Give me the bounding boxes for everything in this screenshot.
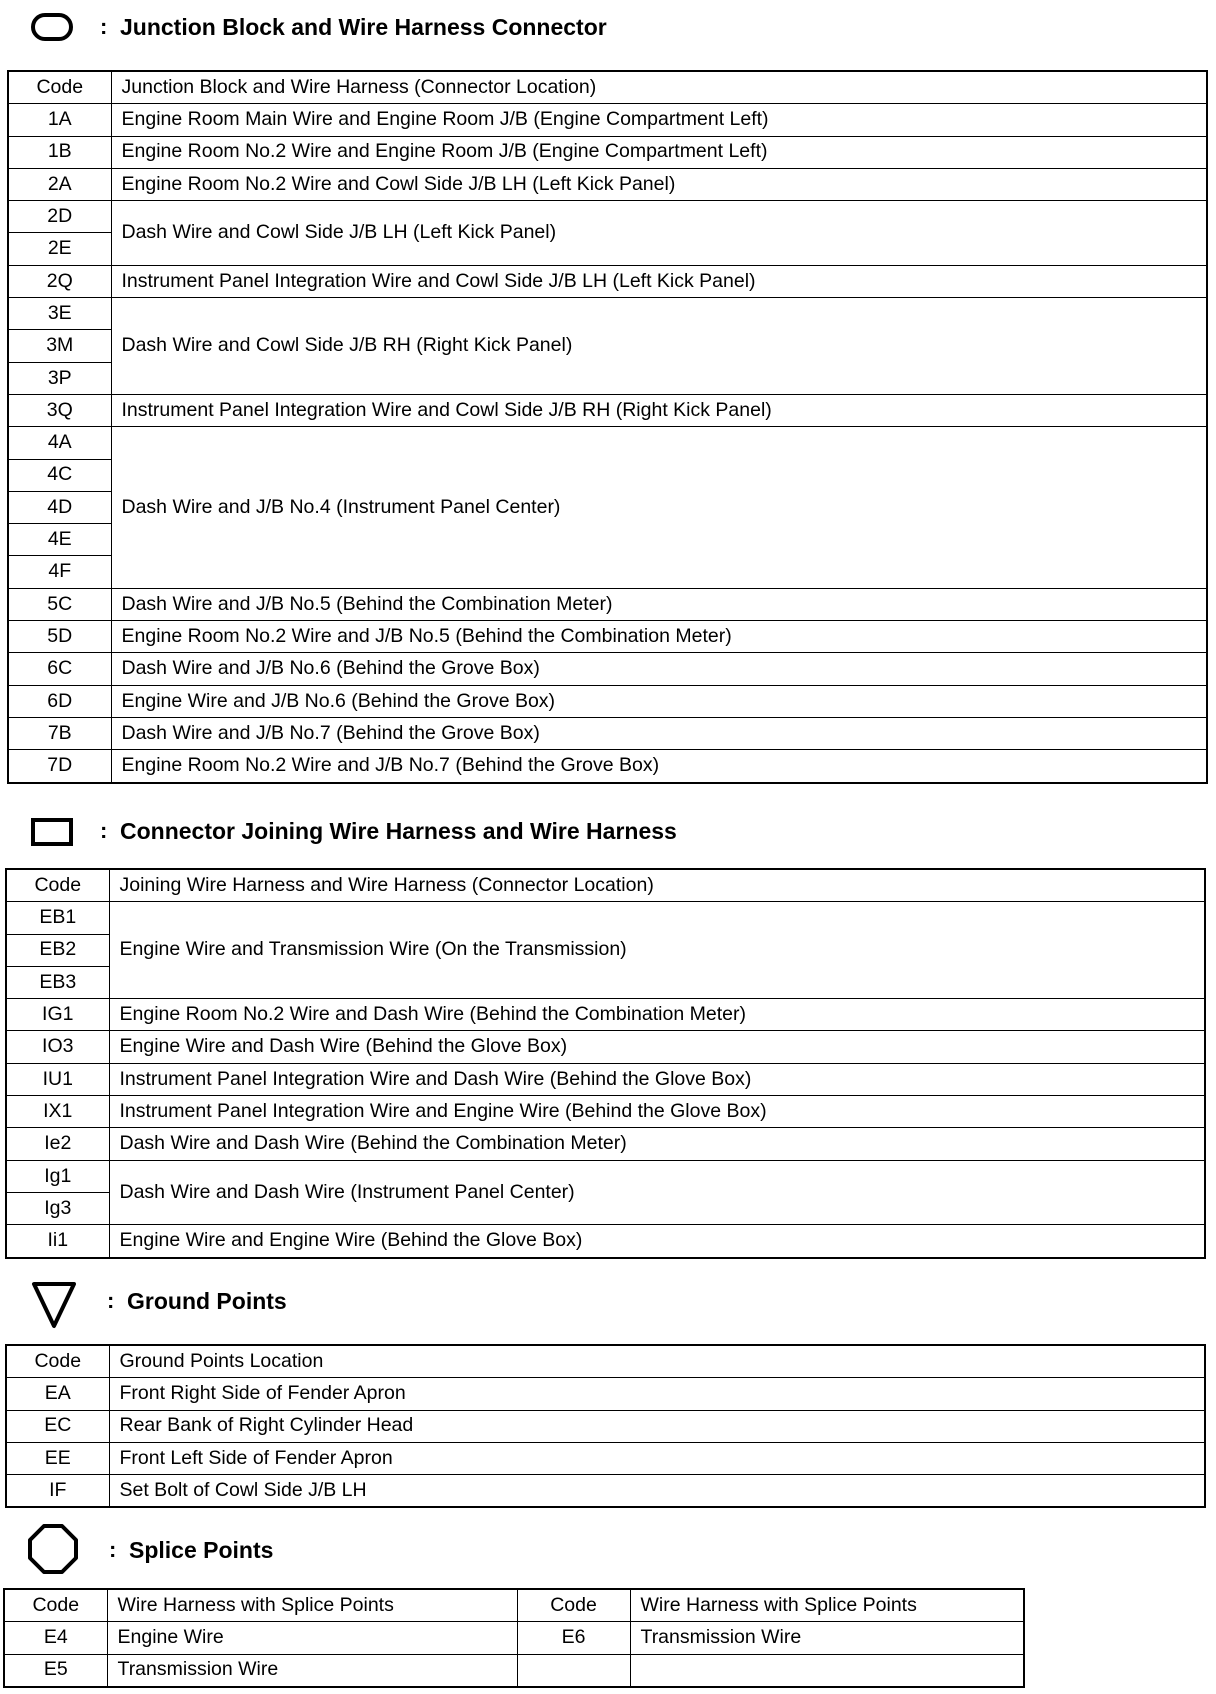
colon: : [107,1288,115,1313]
description-cell: Dash Wire and J/B No.6 (Behind the Grove Box) [111,653,1207,685]
description-cell: Transmission Wire [630,1622,1024,1654]
description-header: Wire Harness with Splice Points [630,1589,1024,1622]
description-cell: Dash Wire and J/B No.7 (Behind the Grove Box) [111,717,1207,749]
table-header-row [4,1589,1024,1622]
code-cell: 3P [8,362,111,394]
description-cell: Front Right Side of Fender Apron [109,1378,1205,1410]
code-cell: 2A [8,168,111,200]
code-cell: 1B [8,136,111,168]
code-cell: 2Q [8,265,111,297]
code-cell: E5 [4,1654,107,1687]
code-cell: EA [6,1378,109,1410]
description-cell: Transmission Wire [107,1654,517,1687]
section-header-junction-block [30,10,930,50]
description-cell: Dash Wire and J/B No.5 (Behind the Combination Meter) [111,588,1207,620]
table-row [8,298,1207,330]
table-row [8,136,1207,168]
description-cell: Dash Wire and Dash Wire (Instrument Panel Center) [109,1160,1205,1225]
table-row [6,1063,1205,1095]
table-row [8,653,1207,685]
description-cell: Engine Wire and Engine Wire (Behind the Glove Box) [109,1225,1205,1258]
table-row [8,394,1207,426]
description-cell: Instrument Panel Integration Wire and Cowl Side J/B RH (Right Kick Panel) [111,394,1207,426]
rectangle-icon [30,814,74,848]
description-cell [630,1654,1024,1687]
section-header-splice [27,1523,927,1583]
code-cell: 5C [8,588,111,620]
table-row [6,1031,1205,1063]
code-cell: 4F [8,556,111,588]
junction-block-table [7,70,1208,784]
code-cell [517,1654,630,1687]
description-cell: Instrument Panel Integration Wire and Engine Wire (Behind the Glove Box) [109,1096,1205,1128]
description-cell: Engine Wire and Dash Wire (Behind the Glove Box) [109,1031,1205,1063]
code-cell: 7B [8,717,111,749]
code-header: Code [8,71,111,104]
code-cell: 6D [8,685,111,717]
table-row [6,1225,1205,1258]
code-cell: E6 [517,1622,630,1654]
description-cell: Engine Wire and J/B No.6 (Behind the Grove Box) [111,685,1207,717]
section-title: Splice Points [129,1537,274,1563]
description-cell: Dash Wire and Dash Wire (Behind the Combination Meter) [109,1128,1205,1160]
code-cell: 3E [8,298,111,330]
table-row [6,1410,1205,1442]
table-row [6,1442,1205,1474]
connector-table [5,868,1206,1259]
code-cell: 3M [8,330,111,362]
code-cell: IG1 [6,999,109,1031]
colon: : [109,1537,117,1562]
table-row [6,1160,1205,1192]
table-row [8,201,1207,233]
description-cell: Dash Wire and Cowl Side J/B LH (Left Kick Panel) [111,201,1207,266]
code-header: Code [4,1589,107,1622]
code-cell: 4E [8,524,111,556]
section-title: Junction Block and Wire Harness Connector [120,14,607,40]
section-header-connector [30,814,930,854]
code-cell: 7D [8,750,111,783]
description-cell: Dash Wire and J/B No.4 (Instrument Panel Center) [111,427,1207,588]
code-cell: 2E [8,233,111,265]
table-row [8,750,1207,783]
table-row [8,168,1207,200]
octagon-icon [27,1523,79,1575]
description-cell: Engine Room No.2 Wire and J/B No.7 (Behind the Grove Box) [111,750,1207,783]
section-title: Ground Points [127,1288,287,1314]
description-cell: Dash Wire and Cowl Side J/B RH (Right Kick Panel) [111,298,1207,395]
description-header: Junction Block and Wire Harness (Connector Location) [111,71,1207,104]
table-row [8,588,1207,620]
table-header-row [6,1345,1205,1378]
description-cell: Engine Room No.2 Wire and Cowl Side J/B LH (Left Kick Panel) [111,168,1207,200]
code-cell: 4A [8,427,111,459]
code-header: Code [6,1345,109,1378]
table-header-row [6,869,1205,902]
table-header-row [8,71,1207,104]
code-cell: EE [6,1442,109,1474]
description-cell: Engine Room Main Wire and Engine Room J/B (Engine Compartment Left) [111,104,1207,136]
table-row [6,999,1205,1031]
table-row [8,265,1207,297]
code-cell: IX1 [6,1096,109,1128]
code-cell: EB1 [6,902,109,934]
description-header: Joining Wire Harness and Wire Harness (Connector Location) [109,869,1205,902]
description-cell: Set Bolt of Cowl Side J/B LH [109,1475,1205,1508]
code-cell: 3Q [8,394,111,426]
splice-points-table [3,1588,1025,1688]
code-cell: 5D [8,621,111,653]
code-cell: IF [6,1475,109,1508]
code-cell: Ig1 [6,1160,109,1192]
code-header: Code [517,1589,630,1622]
table-row [8,104,1207,136]
table-row [6,1378,1205,1410]
table-row [6,902,1205,934]
code-cell: EB2 [6,934,109,966]
table-row [8,717,1207,749]
table-row [6,1096,1205,1128]
code-cell: Ie2 [6,1128,109,1160]
code-cell: 1A [8,104,111,136]
rounded-rectangle-icon [30,10,74,44]
table-row [8,685,1207,717]
code-header: Code [6,869,109,902]
code-cell: EC [6,1410,109,1442]
description-cell: Front Left Side of Fender Apron [109,1442,1205,1474]
description-cell: Engine Room No.2 Wire and Dash Wire (Behind the Combination Meter) [109,999,1205,1031]
code-cell: IO3 [6,1031,109,1063]
description-cell: Engine Wire [107,1622,517,1654]
code-cell: IU1 [6,1063,109,1095]
section-title: Connector Joining Wire Harness and Wire Harness [120,818,677,844]
table-row [4,1654,1024,1687]
code-cell: 4D [8,491,111,523]
description-cell: Engine Room No.2 Wire and Engine Room J/B (Engine Compartment Left) [111,136,1207,168]
ground-points-table [5,1344,1206,1508]
code-cell: 4C [8,459,111,491]
colon: : [100,14,108,39]
description-header: Ground Points Location [109,1345,1205,1378]
code-cell: E4 [4,1622,107,1654]
code-cell: Ii1 [6,1225,109,1258]
code-cell: EB3 [6,966,109,998]
description-cell: Engine Wire and Transmission Wire (On the Transmission) [109,902,1205,999]
description-cell: Rear Bank of Right Cylinder Head [109,1410,1205,1442]
table-row [6,1475,1205,1508]
code-cell: 6C [8,653,111,685]
section-header-ground [30,1280,930,1340]
table-row [8,427,1207,459]
description-cell: Engine Room No.2 Wire and J/B No.5 (Behind the Combination Meter) [111,621,1207,653]
description-header: Wire Harness with Splice Points [107,1589,517,1622]
colon: : [100,818,108,843]
description-cell: Instrument Panel Integration Wire and Dash Wire (Behind the Glove Box) [109,1063,1205,1095]
code-cell: Ig3 [6,1192,109,1224]
table-row [4,1622,1024,1654]
table-row [8,621,1207,653]
triangle-down-icon [30,1280,78,1330]
code-cell: 2D [8,201,111,233]
description-cell: Instrument Panel Integration Wire and Cowl Side J/B LH (Left Kick Panel) [111,265,1207,297]
table-row [6,1128,1205,1160]
